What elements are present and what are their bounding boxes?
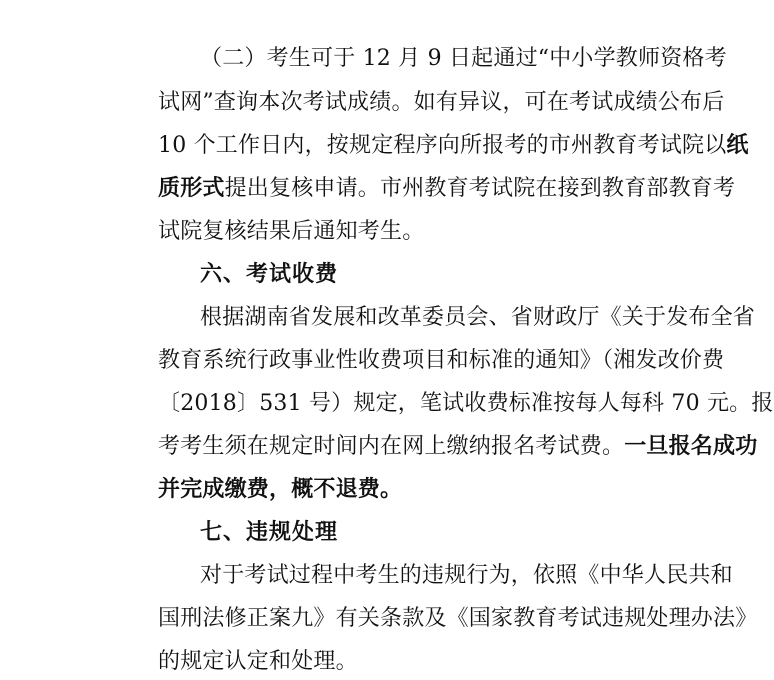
paragraph-text: 试网”查询本次考试成绩。如有异议，可在考试成绩公布后 bbox=[158, 90, 725, 115]
bold-text: 并完成缴费，概不退费。 bbox=[158, 477, 403, 502]
paragraph-line bbox=[200, 300, 756, 336]
bold-text: 质形式 bbox=[158, 176, 225, 201]
paragraph-line bbox=[158, 343, 725, 379]
paragraph-line bbox=[200, 41, 727, 77]
paragraph-text: 试院复核结果后通知考生。 bbox=[158, 219, 425, 244]
paragraph-line bbox=[158, 214, 713, 250]
paragraph-line bbox=[158, 429, 758, 465]
paragraph-text: 考考生须在规定时间内在网上缴纳报名考试费。 bbox=[158, 434, 625, 459]
paragraph-text: （二）考生可于 12 月 9 日起通过“中小学教师资格考 bbox=[200, 46, 727, 71]
paragraph-line bbox=[158, 128, 749, 164]
paragraph-text: 10 个工作日内，按规定程序向所报考的市州教育考试院以 bbox=[158, 133, 727, 158]
paragraph-text: 教育系统行政事业性收费项目和标准的通知》（湘发改价费 bbox=[158, 348, 725, 373]
paragraph-text: 提出复核申请。市州教育考试院在接到教育部教育考 bbox=[224, 176, 736, 201]
section-heading bbox=[200, 257, 713, 293]
section-heading-text: 七、违规处理 bbox=[200, 520, 339, 545]
section-heading-text: 六、考试收费 bbox=[200, 262, 339, 287]
paragraph-text: 〔2018〕531 号）规定，笔试收费标准按每人每科 70 元。报 bbox=[158, 391, 774, 416]
paragraph-text: 对于考试过程中考生的违规行为，依照《中华人民共和 bbox=[200, 563, 733, 588]
paragraph-line bbox=[158, 386, 774, 422]
paragraph-line bbox=[158, 644, 713, 680]
bold-text: 纸 bbox=[726, 133, 749, 158]
section-heading bbox=[200, 515, 713, 551]
paragraph-text: 根据湖南省发展和改革委员会、省财政厅《关于发布全省 bbox=[200, 305, 756, 330]
paragraph-text: 国刑法修正案九》有关条款及《国家教育考试违规处理办法》 bbox=[158, 606, 758, 631]
paragraph-line bbox=[158, 171, 736, 207]
paragraph-line bbox=[158, 85, 725, 121]
paragraph-line bbox=[200, 558, 733, 594]
bold-text: 一旦报名成功 bbox=[624, 434, 758, 459]
paragraph-line bbox=[158, 472, 713, 508]
paragraph-text: 的规定认定和处理。 bbox=[158, 649, 358, 674]
paragraph-line bbox=[158, 601, 758, 637]
